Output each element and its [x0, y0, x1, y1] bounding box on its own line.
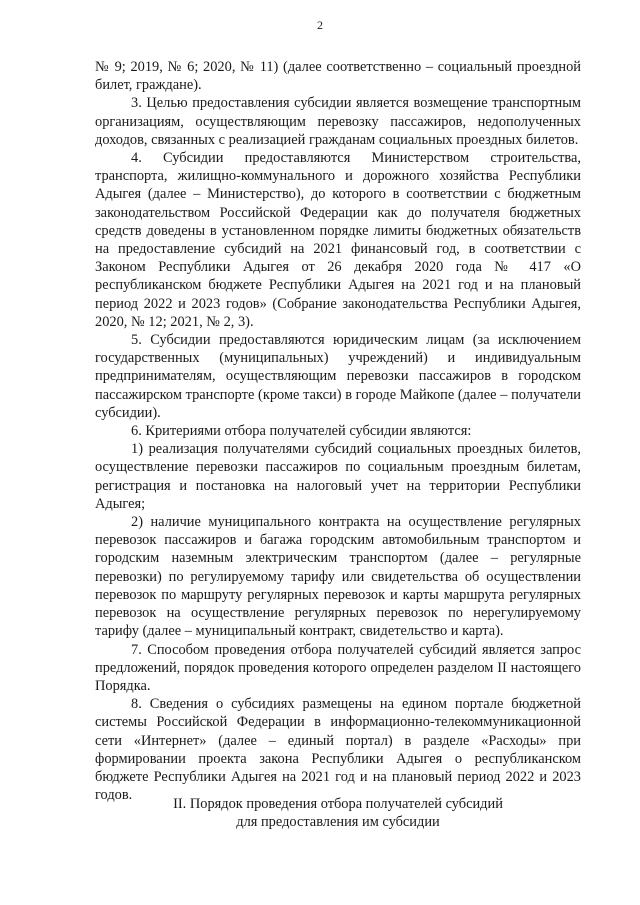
- section-heading: [95, 795, 581, 831]
- paragraph-criterion-1: 1) реализация получателями субсидий социальных проездных билетов, осуществление перевозки пассажиров по социальным проездным билетам, регистрация и постановка на налоговый учет на территории Республики Адыгея;: [95, 441, 581, 512]
- paragraph-criterion-2: 2) наличие муниципального контракта на осуществление регулярных перевозок пассажиров и багажа городским автомобильным транспортом и городским наземным электрическим транспортом (далее – регулярные перевозки) по регулируемому тарифу или свидетельства об осуществлении перевозок по маршруту регулярных перевозок и карты маршрута регулярных перевозок на осуществление регулярных перевозок по нерегулируемому тарифу (далее – муниципальный контракт, свидетельство и карта).: [95, 514, 581, 640]
- section-heading-line-2: для предоставления им субсидии: [236, 814, 440, 830]
- paragraph-4-ministry: 4. Субсидии предоставляются Министерством строительства, транспорта, жилищно-коммунального и дорожного хозяйства Республики Адыгея (далее – Министерство), до которого в соответствии с бюджетным законодательством Российской Федерации как до получателя бюджетных средств доведены в установленном порядке лимиты бюджетных обязательств на предоставление субсидий на 2021 финансовый год, в соответствии с Законом Республики Адыгея от 26 декабря 2020 года № 417 «О республиканском бюджете Республики Адыгея на 2021 год и на плановый период 2022 и 2023 годов» (Собрание законодательства Республики Адыгея, 2020, № 12; 2021, № 2, 3).: [95, 150, 581, 330]
- paragraph-3-purpose: 3. Целью предоставления субсидии является возмещение транспортным организациям, осуществляющим перевозку пассажиров, недополученных доходов, связанных с реализацией гражданам социальных проездных билетов.: [95, 95, 581, 148]
- paragraph-7-method: 7. Способом проведения отбора получателей субсидий является запрос предложений, порядок проведения которого определен разделом II настоящего Порядка.: [95, 641, 581, 694]
- page-number: 2: [317, 18, 323, 32]
- paragraph-continuation: № 9; 2019, № 6; 2020, № 11) (далее соответственно – социальный проездной билет, граждане).: [95, 59, 581, 94]
- paragraph-6-criteria: 6. Критериями отбора получателей субсидии являются:: [131, 423, 472, 440]
- document-body: [95, 58, 581, 804]
- paragraph-8-portal: 8. Сведения о субсидиях размещены на едином портале бюджетной системы Российской Федерации в информационно-телекоммуникационной сети «Интернет» (далее – единый портал) в разделе «Расходы» при формировании проекта закона Республики Адыгея о республиканском бюджете Республики Адыгея на 2021 год и на плановый период 2022 и 2023 годов.: [95, 696, 581, 804]
- paragraph-5-recipients: 5. Субсидии предоставляются юридическим лицам (за исключением государственных (муниципальных) учреждений) и индивидуальным предпринимателям, осуществляющим перевозки пассажиров в городском пассажирском транспорте (кроме такси) в городе Майкопе (далее – получатели субсидии).: [95, 332, 581, 421]
- section-heading-line-1: II. Порядок проведения отбора получателей субсидий: [173, 796, 503, 812]
